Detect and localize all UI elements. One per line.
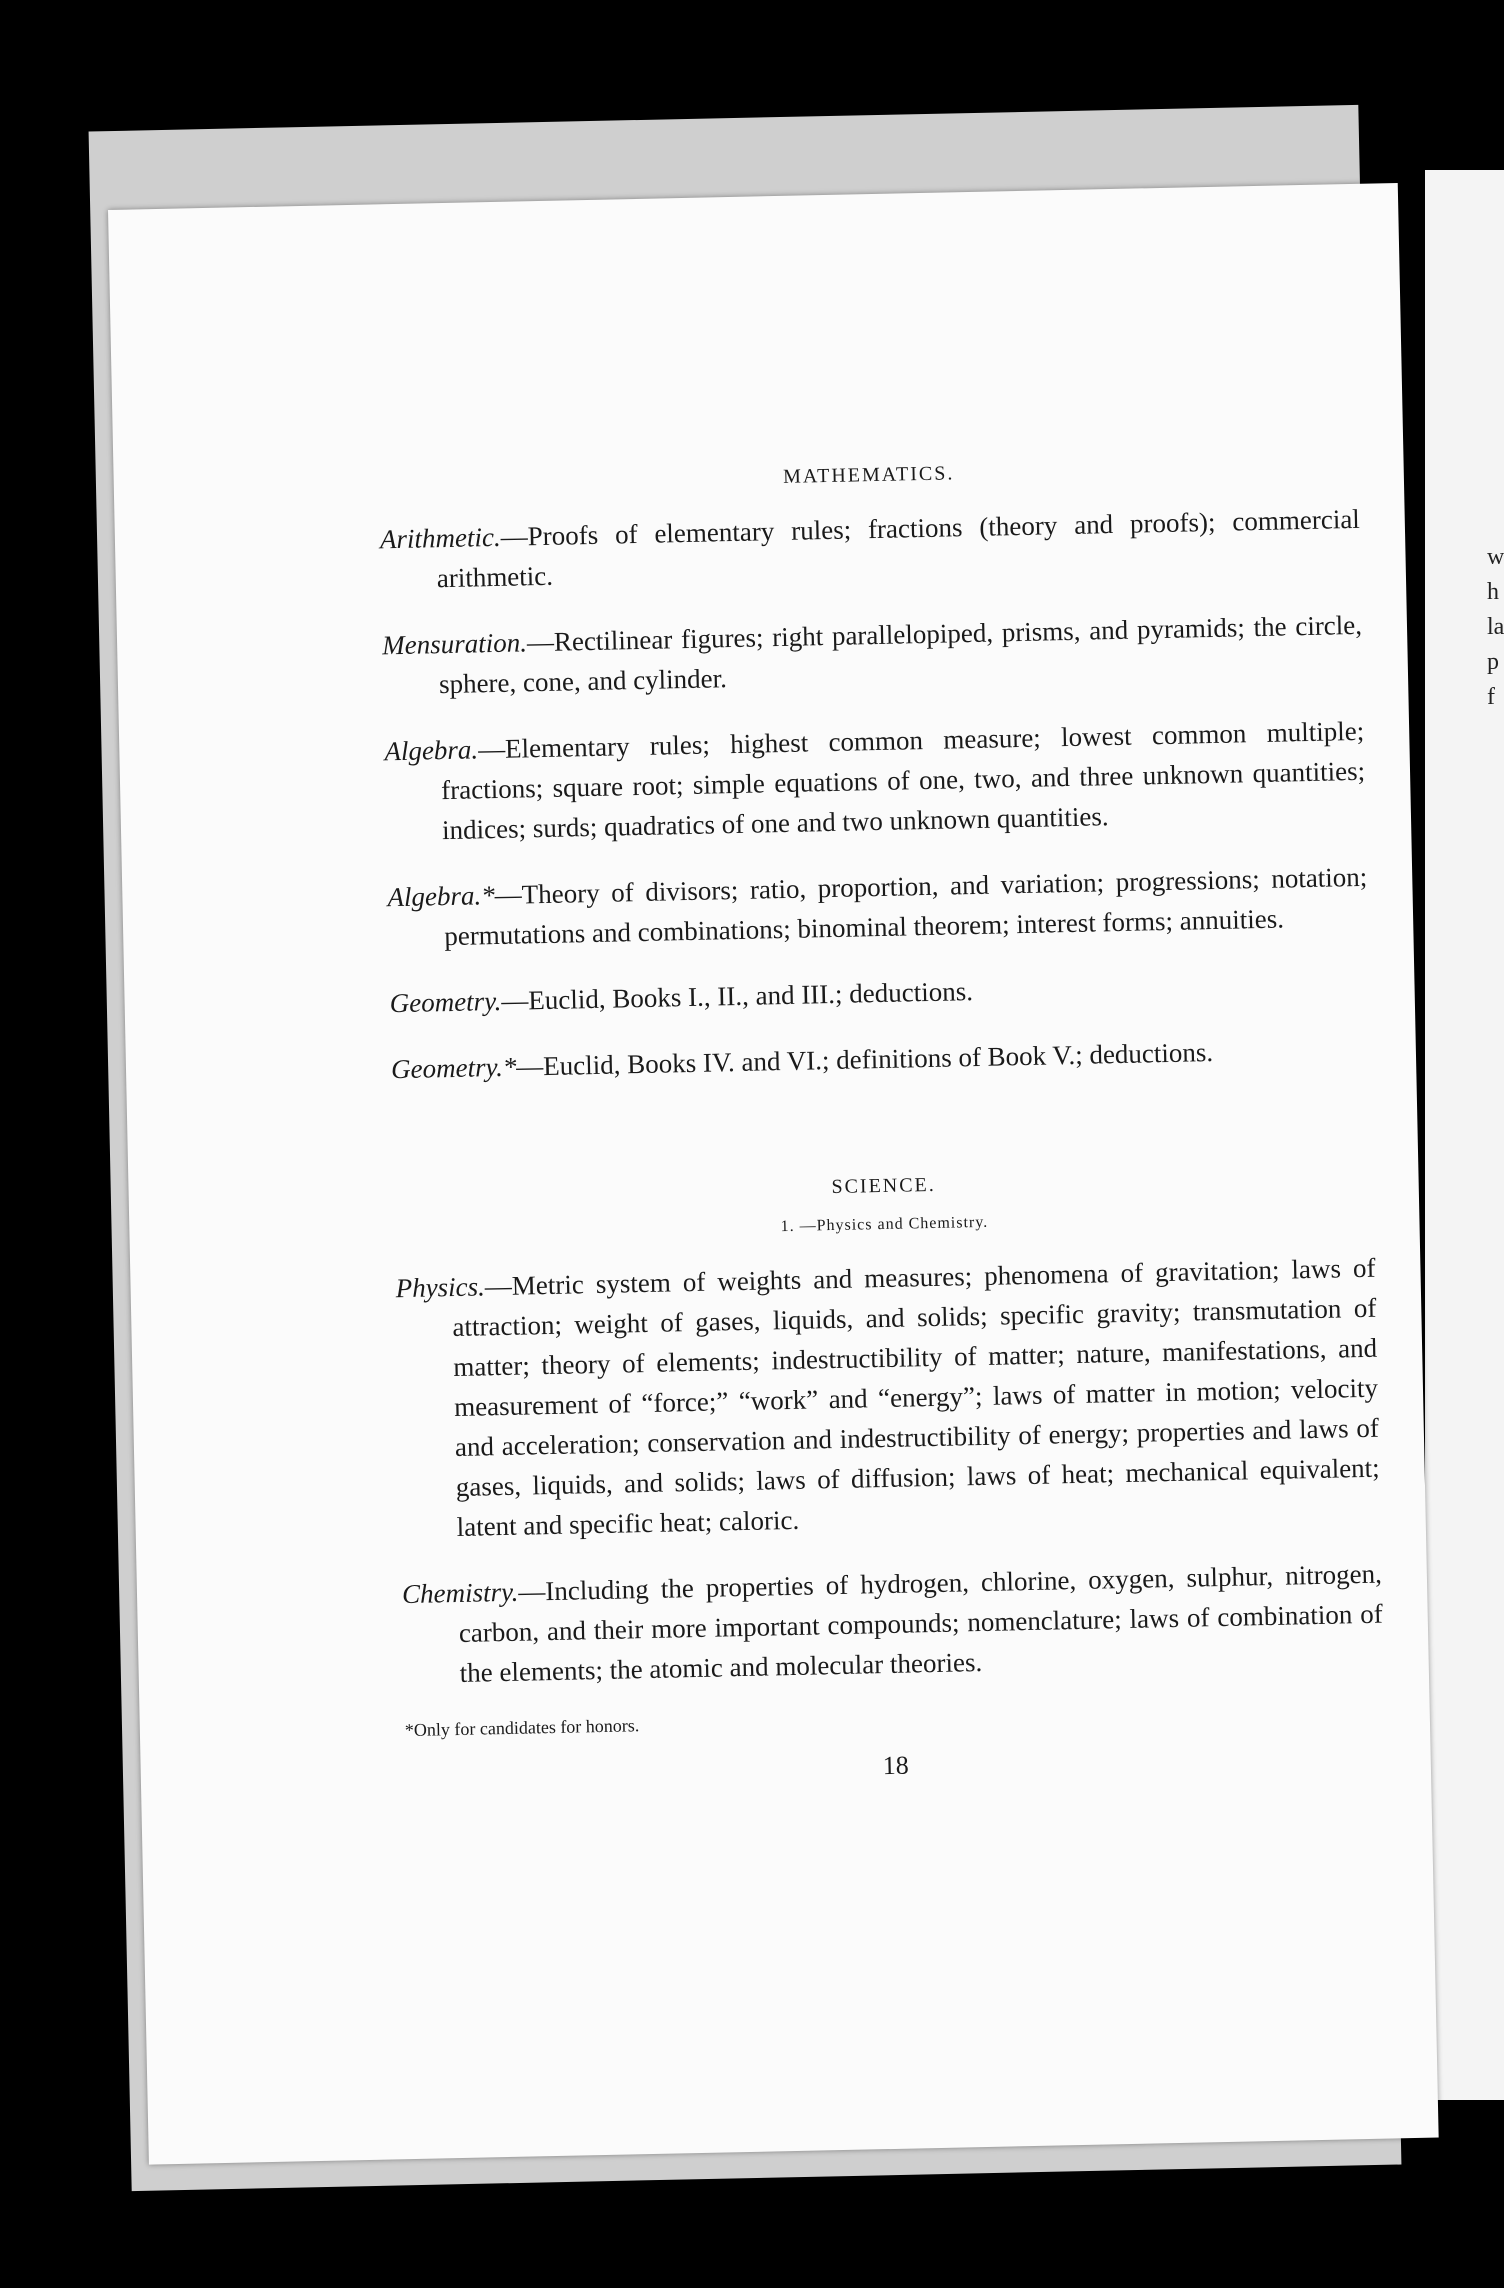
facing-page-edge — [1425, 170, 1504, 2100]
footnote: *Only for candidates for honors. — [404, 1715, 640, 1741]
page-number: 18 — [882, 1750, 910, 1781]
syllabus-entry — [395, 1248, 1381, 1548]
syllabus-entry — [384, 711, 1366, 851]
entry-term: Mensuration. — [381, 627, 528, 661]
physics-chemistry-subheading: 1. —Physics and Chemistry. — [780, 1213, 989, 1236]
entry-term: Algebra.* — [387, 880, 495, 913]
facing-page-fragment: p — [1487, 649, 1499, 675]
syllabus-entry — [389, 963, 1370, 1024]
entry-term: Geometry.* — [390, 1051, 517, 1085]
facing-page-fragment: f — [1487, 684, 1495, 710]
syllabus-entry — [380, 499, 1361, 600]
syllabus-entry — [387, 857, 1368, 958]
entry-text: —Proofs of elementary rules; fractions (theory and proofs); commercial arithmetic. — [436, 503, 1361, 594]
document-page — [108, 183, 1439, 2165]
facing-page-fragment: w — [1487, 544, 1504, 570]
science-heading: SCIENCE. — [831, 1173, 937, 1199]
entry-text: —Elementary rules; highest common measure; lowest common multiple; fractions; square root; simple equations of one, two, and three unknown quantities; indices; surds; quadratics of one and two unknown quantities. — [440, 715, 1366, 846]
entry-text: —Euclid, Books IV. and VI.; definitions of Book V.; deductions. — [515, 1037, 1214, 1082]
syllabus-entry — [382, 605, 1363, 706]
entry-term: Algebra. — [384, 734, 479, 767]
entry-term: Physics. — [395, 1271, 486, 1304]
entry-term: Arithmetic. — [379, 521, 501, 555]
entry-text: —Theory of divisors; ratio, proportion, and variation; progressions; notation; permutations and combinations; binominal theorem; interest forms; annuities. — [443, 861, 1368, 952]
syllabus-entry — [391, 1029, 1372, 1090]
entry-text: —Rectilinear figures; right parallelopiped, prisms, and pyramids; the circle, sphere, cone, and cylinder. — [438, 609, 1363, 700]
entry-term: Chemistry. — [401, 1576, 519, 1610]
entry-text: —Euclid, Books I., II., and III.; deductions. — [501, 976, 974, 1016]
facing-page-fragment: la — [1487, 614, 1504, 640]
entry-term: Geometry. — [389, 985, 502, 1019]
syllabus-entry — [402, 1554, 1384, 1694]
facing-page-fragment: h — [1487, 579, 1499, 605]
page-content — [379, 454, 1386, 1791]
mathematics-heading: MATHEMATICS. — [782, 462, 955, 488]
entry-text: —Metric system of weights and measures; phenomena of gravitation; laws of attraction; weight of gases, liquids, and solids; specific gravity; transmutation of matter; theory of elements; indestructibility of matter; nature, manifestations, and measurement of “force;” “work” and “energy”; laws of matter in motion; velocity and acceleration; conservation and indestructibility of energy; properties and laws of gases, liquids, and solids; laws of diffusion; laws of heat; mechanical equivalent; latent and specific heat; caloric. — [452, 1252, 1380, 1542]
entry-text: —Including the properties of hydrogen, chlorine, oxygen, sulphur, nitrogen, carbon, and their more important compounds; nomenclature; laws of combination of the elements; the atomic and molecular theories. — [458, 1558, 1383, 1688]
